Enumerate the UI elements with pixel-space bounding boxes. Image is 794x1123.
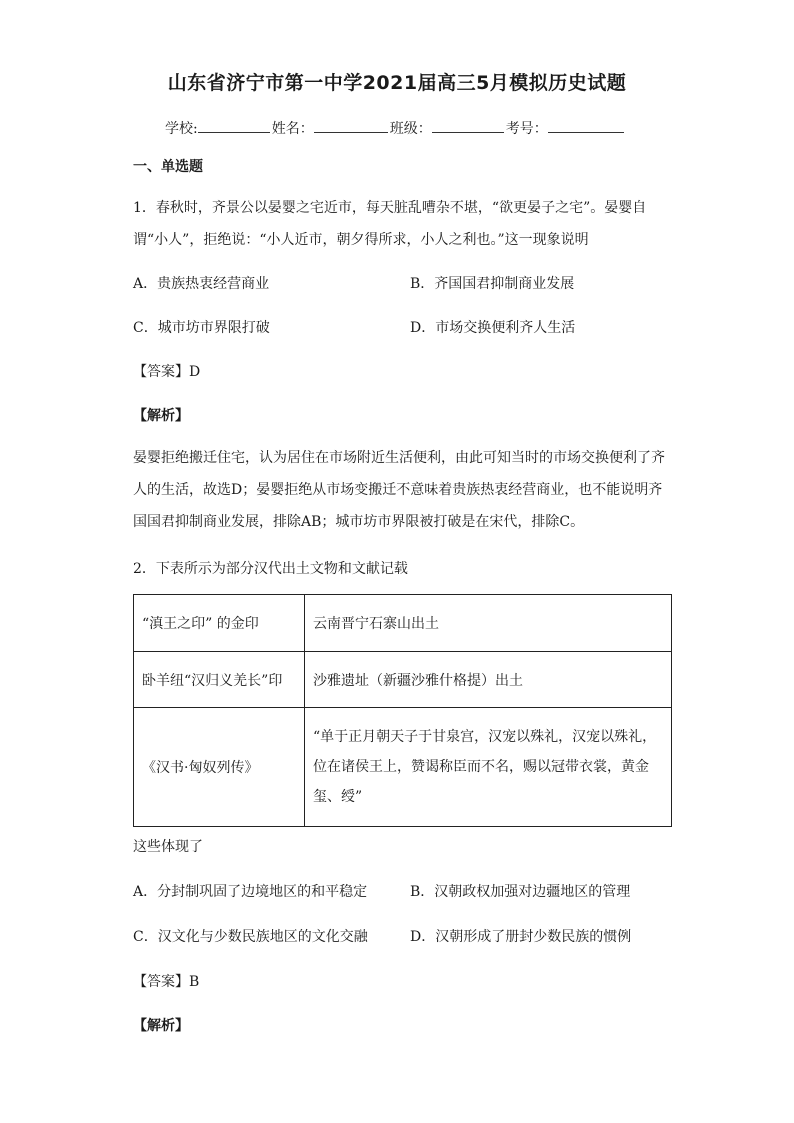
artifact-table (133, 594, 672, 827)
section-heading: 一、单选题 (133, 159, 203, 175)
name-blank[interactable] (314, 118, 388, 133)
table-cell: “单于正月朝天子于甘泉宫，汉宠以殊礼，汉宠以殊礼，位在诸侯王上，赞谒称臣而不名，赐以冠带衣裳，黄金玺、绶” (305, 708, 672, 827)
q2-option-d[interactable]: D．汉朝形成了册封少数民族的惯例 (410, 929, 632, 945)
table-cell: “滇王之印” 的金印 (134, 595, 305, 652)
table-cell: 云南晋宁石寨山出土 (305, 595, 672, 652)
q1-answer: 【答案】D (133, 364, 201, 380)
table-cell: 《汉书·匈奴列传》 (134, 708, 305, 827)
q2-stem: 2．下表所示为部分汉代出土文物和文献记载 (133, 561, 408, 577)
class-label: 班级： (389, 121, 432, 137)
q1-analysis-label: 【解析】 (133, 408, 189, 424)
school-label: 学校: (165, 121, 198, 137)
student-info-line (165, 118, 626, 138)
q2-analysis-label: 【解析】 (133, 1018, 189, 1034)
q2-option-a[interactable]: A．分封制巩固了边境地区的和平稳定 (133, 884, 368, 900)
table-row (134, 595, 672, 652)
q2-option-b[interactable]: B．汉朝政权加强对边疆地区的管理 (410, 884, 631, 900)
q1-stem: 1．春秋时，齐景公以晏婴之宅近市，每天脏乱嘈杂不堪，“欲更晏子之宅”。晏婴自谓“小人”，拒绝说：“小人近市，朝夕得所求，小人之利也。”这一现象说明 (133, 200, 647, 248)
table-cell: 卧羊纽“汉归义羌长”印 (134, 652, 305, 708)
q1-analysis: 晏婴拒绝搬迁住宅，认为居住在市场附近生活便利，由此可知当时的市场交换便利了齐人的生活，故选D；晏婴拒绝从市场变搬迁不意味着贵族热衷经营商业，也不能说明齐国国君抑制商业发展，排除AB；城市坊市界限被打破是在宋代，排除C。 (133, 450, 665, 530)
number-blank[interactable] (548, 118, 624, 133)
table-row (134, 652, 672, 708)
number-label: 考号： (505, 121, 548, 137)
name-label: 姓名： (271, 121, 314, 137)
school-blank[interactable] (198, 118, 270, 133)
q2-answer: 【答案】B (133, 974, 200, 990)
q1-option-d[interactable]: D．市场交换便利齐人生活 (410, 320, 576, 336)
q2-tail: 这些体现了 (133, 839, 203, 855)
q1-option-c[interactable]: C．城市坊市界限打破 (133, 320, 270, 336)
table-row (134, 708, 672, 827)
q2-option-c[interactable]: C．汉文化与少数民族地区的文化交融 (133, 929, 368, 945)
table-cell: 沙雅遗址（新疆沙雅什格提）出土 (305, 652, 672, 708)
exam-title: 山东省济宁市第一中学2021届高三5月模拟历史试题 (167, 72, 627, 94)
q1-option-a[interactable]: A．贵族热衷经营商业 (133, 276, 270, 292)
class-blank[interactable] (432, 118, 504, 133)
q1-option-b[interactable]: B．齐国国君抑制商业发展 (410, 276, 575, 292)
